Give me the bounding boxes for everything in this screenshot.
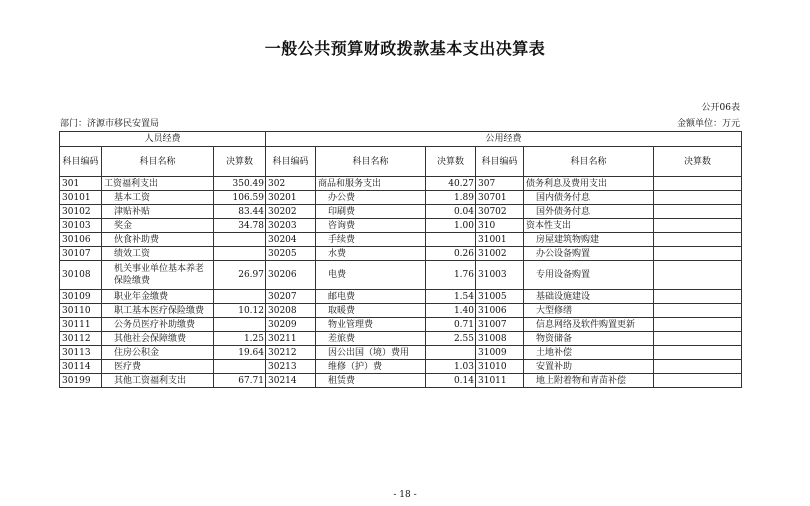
cell-code: 30206 xyxy=(266,261,316,290)
cell-code: 31008 xyxy=(476,332,524,346)
cell-amount: 19.64 xyxy=(214,346,266,360)
cell-code: 31011 xyxy=(476,374,524,388)
cell-amount xyxy=(654,332,742,346)
cell-name: 公务员医疗补助缴费 xyxy=(102,318,214,332)
cell-name: 咨询费 xyxy=(316,219,426,233)
cell-code: 31010 xyxy=(476,360,524,374)
cell-amount xyxy=(654,290,742,304)
table-row xyxy=(60,191,742,205)
cell-code: 31001 xyxy=(476,233,524,247)
cell-code: 30106 xyxy=(60,233,102,247)
cell-name: 维修（护）费 xyxy=(316,360,426,374)
table-row xyxy=(60,219,742,233)
col-header-name: 科目名称 xyxy=(316,147,426,177)
table-row xyxy=(60,233,742,247)
cell-name: 物业管理费 xyxy=(316,318,426,332)
cell-amount xyxy=(654,304,742,318)
cell-amount xyxy=(654,346,742,360)
cell-code: 31007 xyxy=(476,318,524,332)
cell-amount xyxy=(214,318,266,332)
public-group-header: 公用经费 xyxy=(266,132,742,147)
cell-code: 302 xyxy=(266,177,316,191)
cell-code: 31003 xyxy=(476,261,524,290)
cell-name: 房屋建筑物购建 xyxy=(524,233,654,247)
cell-name: 其他社会保障缴费 xyxy=(102,332,214,346)
cell-amount xyxy=(214,360,266,374)
cell-code: 30103 xyxy=(60,219,102,233)
cell-amount: 40.27 xyxy=(426,177,476,191)
cell-amount xyxy=(654,261,742,290)
cell-amount: 0.71 xyxy=(426,318,476,332)
col-header-amount: 决算数 xyxy=(654,147,742,177)
cell-amount xyxy=(654,233,742,247)
cell-amount: 1.76 xyxy=(426,261,476,290)
table-row xyxy=(60,346,742,360)
cell-amount: 10.12 xyxy=(214,304,266,318)
cell-name: 取暖费 xyxy=(316,304,426,318)
table-row xyxy=(60,177,742,191)
unit-label: 金额单位：万元 xyxy=(676,119,740,129)
cell-amount: 34.78 xyxy=(214,219,266,233)
cell-amount xyxy=(654,191,742,205)
cell-code: 30202 xyxy=(266,205,316,219)
cell-name: 伙食补助费 xyxy=(102,233,214,247)
cell-name: 债务利息及费用支出 xyxy=(524,177,654,191)
cell-name: 职工基本医疗保险缴费 xyxy=(102,304,214,318)
cell-code: 30111 xyxy=(60,318,102,332)
col-header-code: 科目编码 xyxy=(476,147,524,177)
expenditure-table xyxy=(59,131,742,388)
cell-amount: 350.49 xyxy=(214,177,266,191)
table-row xyxy=(60,332,742,346)
table-row xyxy=(60,318,742,332)
cell-code: 30205 xyxy=(266,247,316,261)
cell-name: 绩效工资 xyxy=(102,247,214,261)
cell-code: 30109 xyxy=(60,290,102,304)
cell-code: 307 xyxy=(476,177,524,191)
cell-name: 资本性支出 xyxy=(524,219,654,233)
cell-code: 30114 xyxy=(60,360,102,374)
cell-amount xyxy=(654,177,742,191)
cell-name: 奖金 xyxy=(102,219,214,233)
cell-amount xyxy=(426,346,476,360)
cell-name: 大型修缮 xyxy=(524,304,654,318)
cell-amount: 26.97 xyxy=(214,261,266,290)
table-row xyxy=(60,247,742,261)
cell-name: 住房公积金 xyxy=(102,346,214,360)
cell-amount xyxy=(214,233,266,247)
cell-code: 30110 xyxy=(60,304,102,318)
col-header-name: 科目名称 xyxy=(102,147,214,177)
cell-code: 30211 xyxy=(266,332,316,346)
cell-name: 工资福利支出 xyxy=(102,177,214,191)
col-header-code: 科目编码 xyxy=(266,147,316,177)
cell-amount: 1.54 xyxy=(426,290,476,304)
cell-code: 30207 xyxy=(266,290,316,304)
cell-name: 物资储备 xyxy=(524,332,654,346)
cell-name: 办公设备购置 xyxy=(524,247,654,261)
cell-name: 电费 xyxy=(316,261,426,290)
cell-amount: 1.40 xyxy=(426,304,476,318)
cell-amount: 0.26 xyxy=(426,247,476,261)
table-row xyxy=(60,290,742,304)
department-label: 部门：济源市移民安置局 xyxy=(60,119,160,129)
cell-name: 国内债务付息 xyxy=(524,191,654,205)
cell-name: 津贴补贴 xyxy=(102,205,214,219)
cell-code: 30203 xyxy=(266,219,316,233)
page-number: - 18 - xyxy=(393,490,417,500)
cell-name: 地上附着物和青苗补偿 xyxy=(524,374,654,388)
cell-amount xyxy=(654,374,742,388)
cell-name: 机关事业单位基本养老保险缴费 xyxy=(102,261,214,290)
cell-amount xyxy=(214,290,266,304)
cell-name: 因公出国（境）费用 xyxy=(316,346,426,360)
cell-code: 30204 xyxy=(266,233,316,247)
col-header-amount: 决算数 xyxy=(214,147,266,177)
col-header-name: 科目名称 xyxy=(524,147,654,177)
cell-code: 30209 xyxy=(266,318,316,332)
cell-name: 印刷费 xyxy=(316,205,426,219)
cell-code: 31005 xyxy=(476,290,524,304)
cell-name: 水费 xyxy=(316,247,426,261)
cell-name: 基础设施建设 xyxy=(524,290,654,304)
cell-code: 30108 xyxy=(60,261,102,290)
cell-code: 30201 xyxy=(266,191,316,205)
table-row xyxy=(60,304,742,318)
cell-name: 手续费 xyxy=(316,233,426,247)
cell-amount xyxy=(654,318,742,332)
cell-name: 信息网络及软件购置更新 xyxy=(524,318,654,332)
cell-code: 30701 xyxy=(476,191,524,205)
page-title: 一般公共预算财政拨款基本支出决算表 xyxy=(264,39,546,58)
cell-amount: 1.89 xyxy=(426,191,476,205)
cell-code: 30102 xyxy=(60,205,102,219)
cell-code: 30113 xyxy=(60,346,102,360)
cell-name: 租赁费 xyxy=(316,374,426,388)
table-row xyxy=(60,360,742,374)
cell-code: 31002 xyxy=(476,247,524,261)
cell-amount: 1.25 xyxy=(214,332,266,346)
cell-name: 其他工资福利支出 xyxy=(102,374,214,388)
cell-code: 30208 xyxy=(266,304,316,318)
cell-name: 国外债务付息 xyxy=(524,205,654,219)
cell-amount: 1.00 xyxy=(426,219,476,233)
cell-amount: 0.14 xyxy=(426,374,476,388)
cell-name: 医疗费 xyxy=(102,360,214,374)
cell-amount: 106.59 xyxy=(214,191,266,205)
cell-amount xyxy=(654,205,742,219)
cell-code: 30112 xyxy=(60,332,102,346)
cell-amount: 83.44 xyxy=(214,205,266,219)
cell-name: 商品和服务支出 xyxy=(316,177,426,191)
cell-amount: 67.71 xyxy=(214,374,266,388)
col-header-amount: 决算数 xyxy=(426,147,476,177)
cell-amount xyxy=(426,233,476,247)
cell-name: 邮电费 xyxy=(316,290,426,304)
table-row xyxy=(60,205,742,219)
col-header-code: 科目编码 xyxy=(60,147,102,177)
cell-code: 30107 xyxy=(60,247,102,261)
cell-name: 职业年金缴费 xyxy=(102,290,214,304)
cell-code: 30702 xyxy=(476,205,524,219)
cell-amount xyxy=(654,247,742,261)
cell-code: 310 xyxy=(476,219,524,233)
cell-code: 30101 xyxy=(60,191,102,205)
cell-amount xyxy=(214,247,266,261)
cell-name: 土地补偿 xyxy=(524,346,654,360)
cell-name: 安置补助 xyxy=(524,360,654,374)
cell-code: 30214 xyxy=(266,374,316,388)
cell-code: 30213 xyxy=(266,360,316,374)
cell-amount: 1.03 xyxy=(426,360,476,374)
cell-code: 31006 xyxy=(476,304,524,318)
cell-name: 专用设备购置 xyxy=(524,261,654,290)
cell-code: 31009 xyxy=(476,346,524,360)
cell-name: 办公费 xyxy=(316,191,426,205)
form-number: 公开06表 xyxy=(701,103,740,113)
cell-name: 基本工资 xyxy=(102,191,214,205)
cell-amount xyxy=(654,360,742,374)
table-row xyxy=(60,261,742,290)
personnel-group-header: 人员经费 xyxy=(60,132,266,147)
table-row xyxy=(60,374,742,388)
cell-amount xyxy=(654,219,742,233)
cell-amount: 0.04 xyxy=(426,205,476,219)
cell-code: 30199 xyxy=(60,374,102,388)
cell-amount: 2.55 xyxy=(426,332,476,346)
cell-code: 30212 xyxy=(266,346,316,360)
cell-name: 差旅费 xyxy=(316,332,426,346)
cell-code: 301 xyxy=(60,177,102,191)
